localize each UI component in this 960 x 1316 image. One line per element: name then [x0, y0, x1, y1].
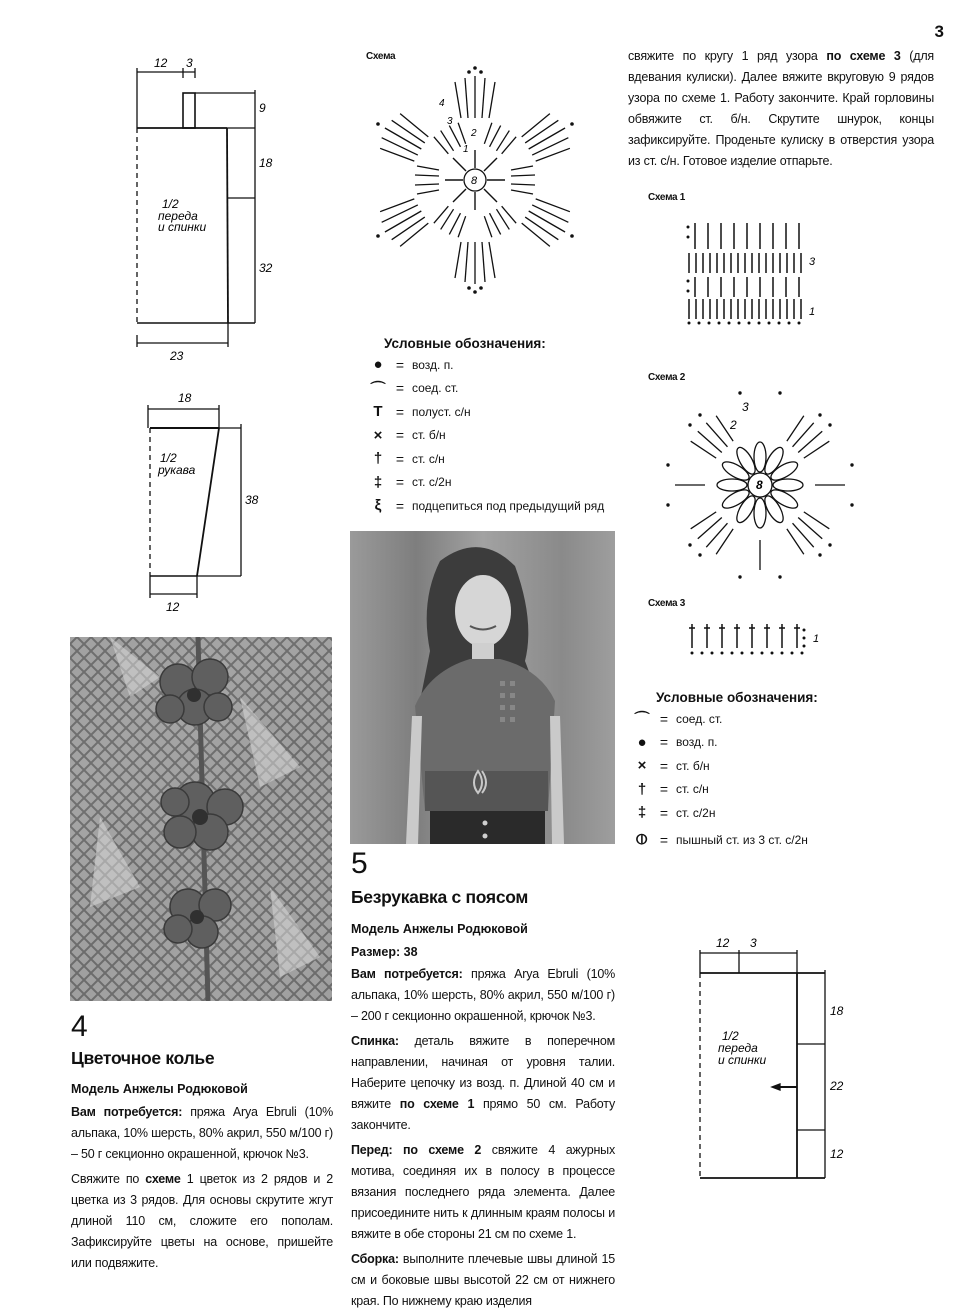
svg-text:1/2: 1/2 — [722, 1029, 739, 1043]
svg-text:23: 23 — [170, 349, 184, 363]
scheme-1-diagram — [685, 215, 825, 327]
legend-1-item: † = ст. с/н — [368, 447, 628, 471]
article-5-author: Модель Анжелы Родюковой — [351, 922, 528, 936]
svg-text:3: 3 — [447, 116, 453, 127]
article-5-title: Безрукавка с поясом — [351, 887, 529, 907]
page-number: 3 — [934, 22, 944, 41]
svg-text:38: 38 — [245, 493, 259, 507]
legend-2-item: ● = возд. п. — [632, 731, 852, 755]
single-crochet-icon: × — [373, 426, 383, 444]
svg-text:12: 12 — [830, 1147, 844, 1161]
diagram-vest-body — [680, 930, 860, 1180]
legend-1-item: ξ = подцепиться под предыдущий ряд — [368, 494, 628, 518]
svg-text:рукава: рукава — [158, 463, 196, 477]
svg-text:3: 3 — [750, 936, 757, 950]
scheme-3-title: Схема 3 — [648, 598, 686, 609]
svg-text:18: 18 — [830, 1004, 844, 1018]
article-4-title: Цветочное колье — [71, 1048, 215, 1068]
svg-text:1: 1 — [463, 144, 469, 155]
continuation-text: свяжите по кругу 1 ряд узора по схеме 3 (для вдевания кулиски). Далее вяжите вкруговую 9 рядов узора по схеме 1. Работу закончите. Край горловины обвяжите ст. б/н. Скрутите шнурок, концы зафиксируйте. Проденьте кулиску в отверстия узора из ст. с/н. Готовое изделие отпарьте. — [628, 49, 935, 168]
svg-text:12: 12 — [154, 56, 168, 70]
legend-2-item: ⦶ = пышный ст. из 3 ст. с/2н — [632, 825, 852, 855]
svg-text:9: 9 — [259, 101, 266, 115]
slip-stitch-icon: ⌒ — [370, 380, 386, 398]
diagram-body-front-back — [120, 50, 290, 370]
chain-stitch-icon: ● — [373, 356, 383, 374]
scheme-2-diagram — [660, 385, 860, 585]
article-4-number: 4 — [71, 1010, 88, 1043]
svg-text:1/2: 1/2 — [160, 451, 177, 465]
legend-2 — [632, 690, 852, 855]
article-4-author: Модель Анжелы Родюковой — [71, 1082, 248, 1096]
svg-text:3: 3 — [186, 56, 193, 70]
legend-2-title: Условные обозначения: — [656, 690, 818, 705]
article-5-number: 5 — [351, 847, 368, 880]
hook-under-row-icon: ξ — [374, 497, 382, 515]
scheme-main-title: Схема — [366, 51, 396, 62]
legend-1-item: T = полуст. с/н — [368, 400, 628, 424]
svg-text:22: 22 — [830, 1079, 844, 1093]
legend-1-item: ⌒ = соед. ст. — [368, 377, 628, 401]
svg-text:32: 32 — [259, 261, 273, 275]
double-crochet-icon: † — [373, 450, 383, 468]
half-double-crochet-icon: T — [373, 403, 383, 421]
scheme-main-diagram — [365, 60, 585, 300]
svg-text:и спинки: и спинки — [718, 1053, 767, 1067]
svg-text:2: 2 — [471, 128, 477, 139]
single-crochet-icon: × — [637, 757, 647, 775]
legend-2-item: † = ст. с/н — [632, 778, 852, 802]
scheme-1-title: Схема 1 — [648, 192, 686, 203]
puff-stitch-icon: ⦶ — [636, 831, 648, 848]
scheme-3-diagram — [688, 618, 828, 658]
scheme-2-title: Схема 2 — [648, 372, 686, 383]
svg-text:3: 3 — [742, 400, 749, 414]
svg-text:1: 1 — [813, 633, 820, 645]
svg-text:4: 4 — [439, 98, 445, 109]
slip-stitch-icon: ⌒ — [634, 711, 650, 729]
treble-crochet-icon: ‡ — [637, 804, 647, 822]
svg-text:1: 1 — [809, 306, 816, 318]
svg-text:8: 8 — [756, 478, 763, 492]
double-crochet-icon: † — [637, 780, 647, 798]
diagram-sleeve — [130, 380, 280, 620]
article-5-body: Вам потребуется: пряжа Arya Ebruli (10% альпака, 10% шерсть, 80% акрил, 550 м/100 г) – 200 г секционно окрашенной, крючок №3. Спинка: деталь вяжите в поперечном направлении, начиная от уровня талии. Наберите цепочку из возд. п. Длиной 40 см и вяжите по схеме 1 прямо 50 см. Работу закончите. Перед: по схеме 2 свяжите 4 ажурных мотива, соединяя их в полосу в процессе вязания последнего ряда элемента. Далее присоедините нить к длинным краям полосы и вяжите в обе стороны 21 см по схеме 1. Сборка: выполните плечевые швы длиной 15 см и боковые швы высотой 22 см от нижнего края. По нижнему краю изделия — [351, 967, 615, 1308]
svg-text:и спинки: и спинки — [158, 220, 207, 234]
svg-text:3: 3 — [809, 256, 816, 268]
article-4-body: Вам потребуется: пряжа Arya Ebruli (10% альпака, 10% шерсть, 80% акрил, 550 м/100 г) – 50 г секционно окрашенной, крючок №3. Свяжите по схеме 1 цветок из 2 рядов и 2 цветка из 3 рядов. Для основы скрутите жгут длиной 110 см, сложите его пополам. Зафиксируйте цветы на основе, пришейте или подвяжите. — [71, 1105, 333, 1270]
svg-text:12: 12 — [716, 936, 730, 950]
legend-2-item: ⌒ = соед. ст. — [632, 707, 852, 731]
chain-stitch-icon: ● — [637, 733, 647, 751]
legend-2-item: × = ст. б/н — [632, 754, 852, 778]
svg-text:1/2: 1/2 — [162, 197, 179, 211]
legend-1-item: ‡ = ст. с/2н — [368, 471, 628, 495]
svg-text:переда: переда — [718, 1041, 758, 1055]
svg-text:18: 18 — [178, 391, 192, 405]
legend-1-item: ● = возд. п. — [368, 353, 628, 377]
svg-text:8: 8 — [471, 175, 478, 187]
model-photo — [350, 531, 615, 844]
svg-text:18: 18 — [259, 156, 273, 170]
legend-1-item: × = ст. б/н — [368, 424, 628, 448]
article-5-size: Размер: 38 — [351, 945, 418, 959]
legend-2-item: ‡ = ст. с/2н — [632, 801, 852, 825]
treble-crochet-icon: ‡ — [373, 473, 383, 491]
necklace-photo — [70, 637, 332, 1001]
legend-1-title: Условные обозначения: — [384, 336, 546, 351]
svg-text:12: 12 — [166, 600, 180, 614]
svg-text:2: 2 — [730, 418, 737, 432]
legend-1 — [368, 336, 628, 518]
svg-text:переда: переда — [158, 209, 198, 223]
